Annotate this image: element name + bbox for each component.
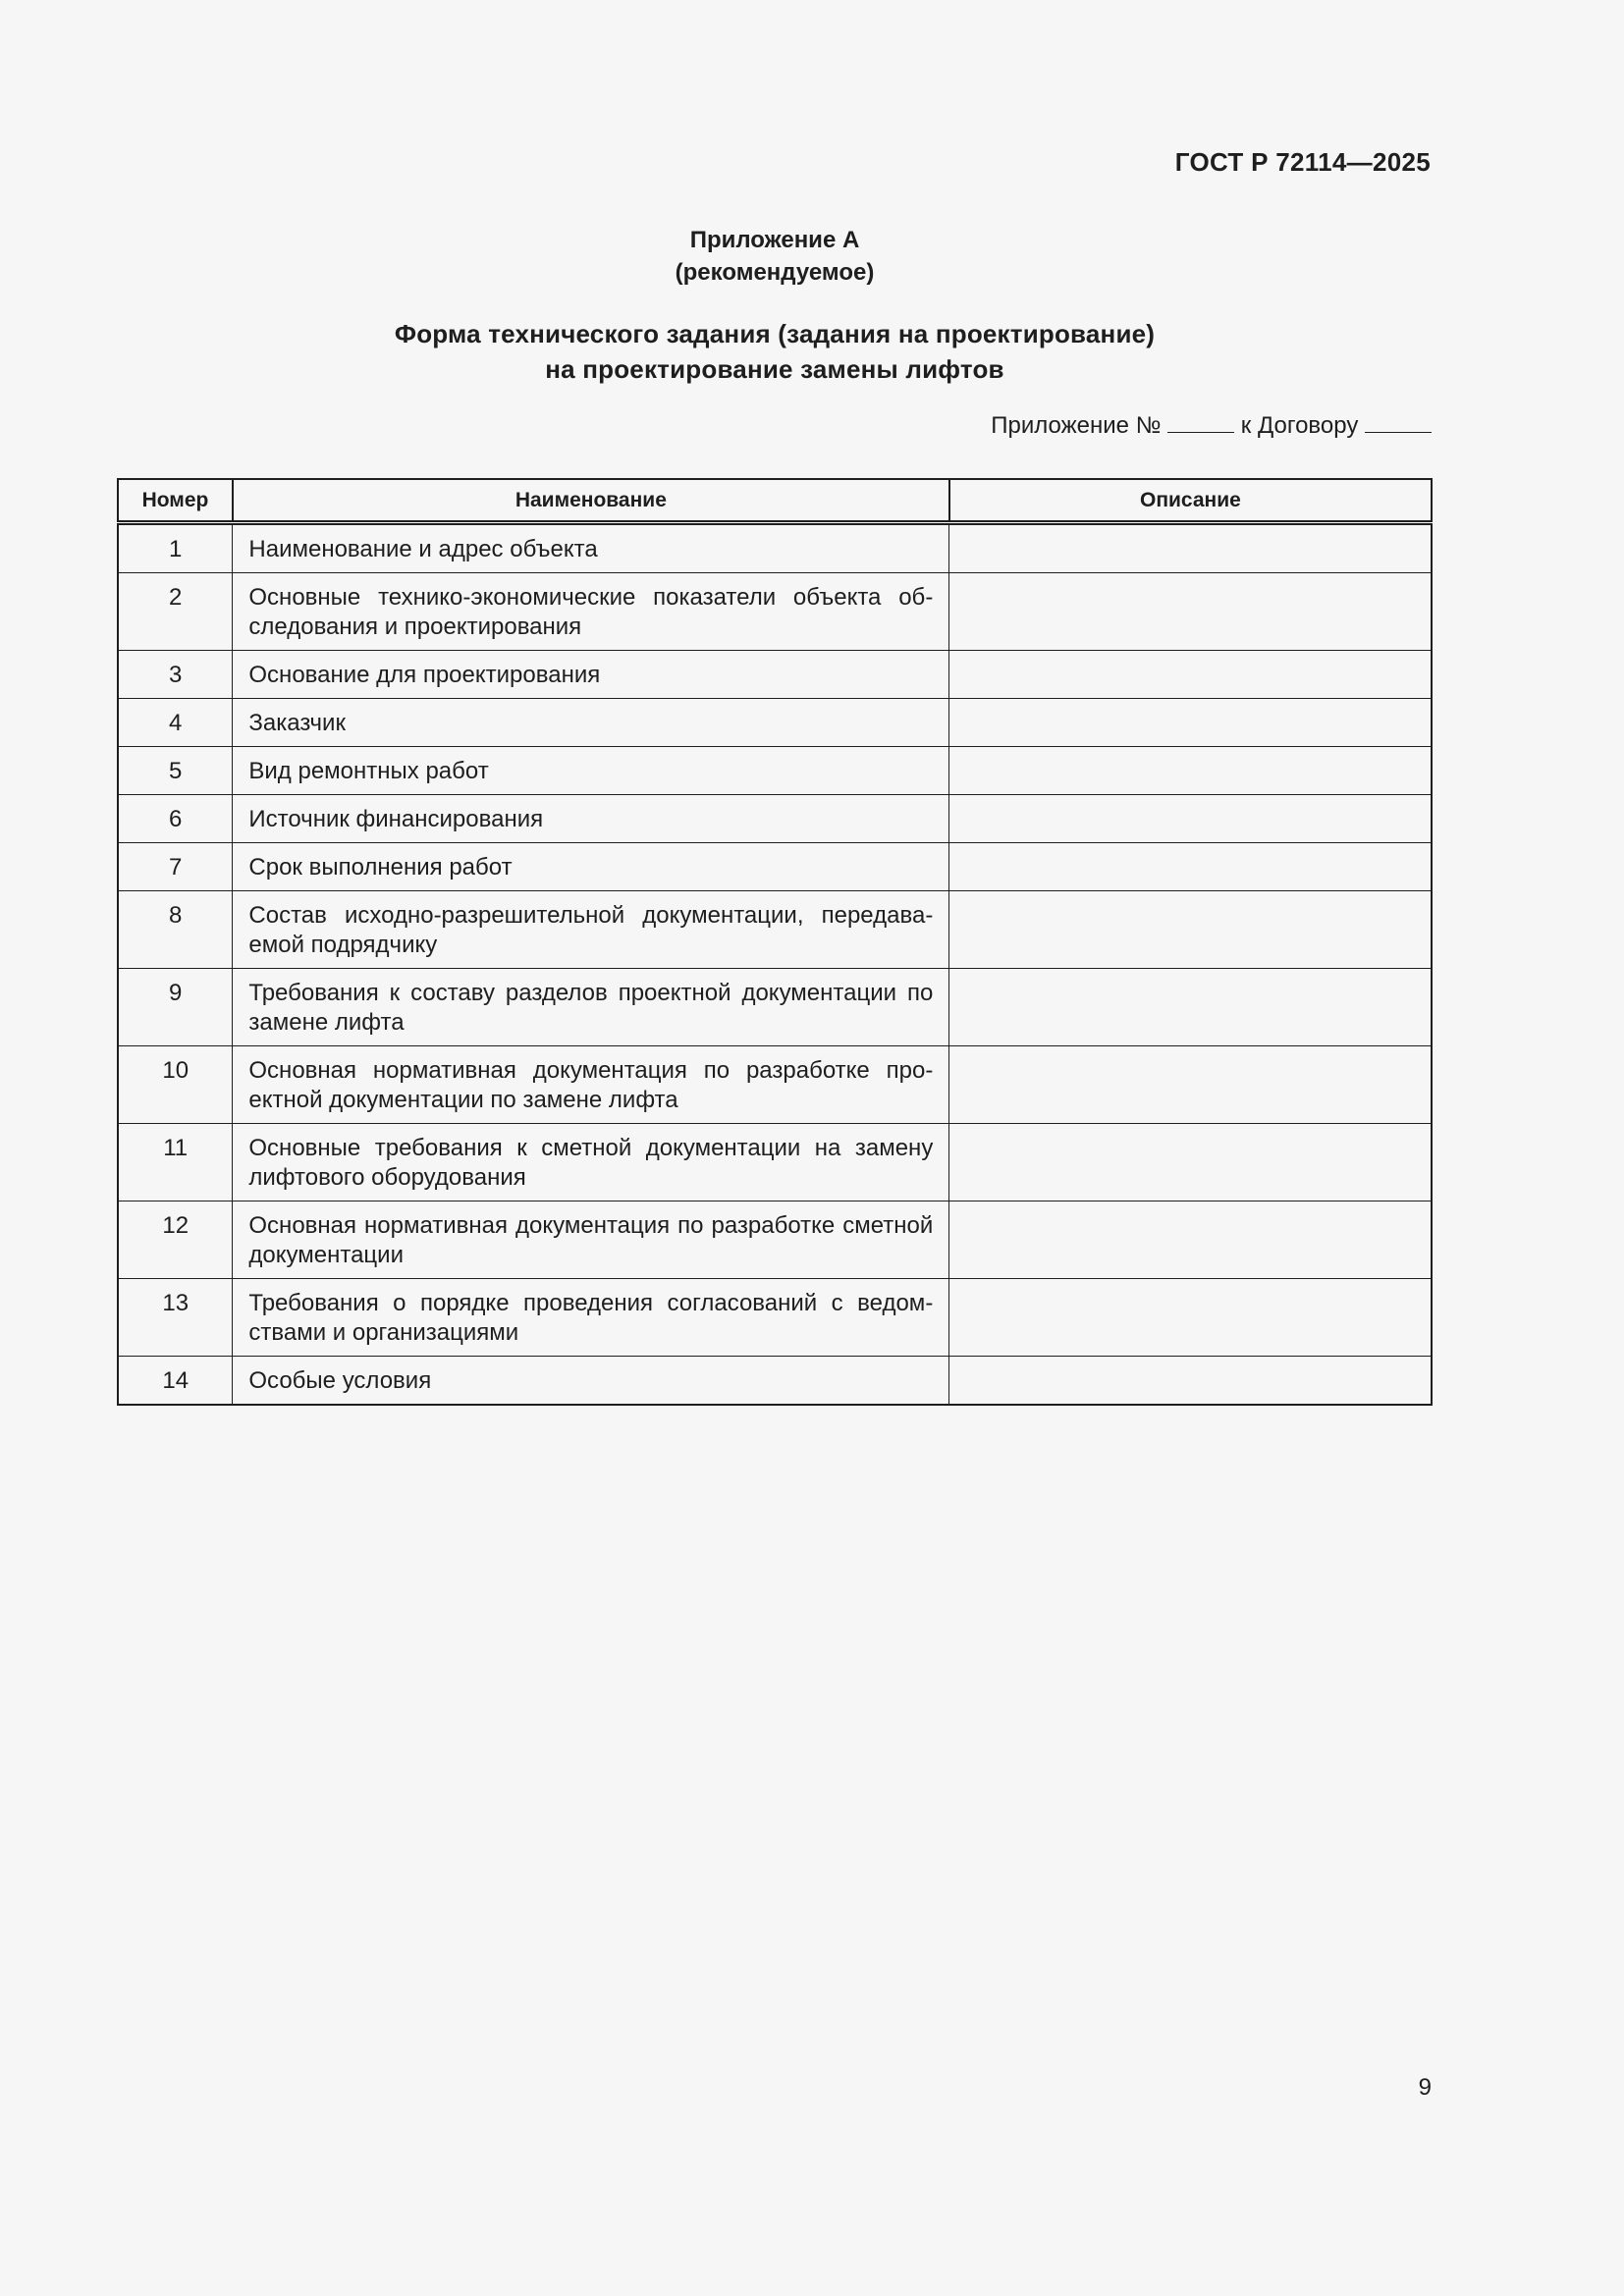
attachment-number-blank [1167, 412, 1234, 433]
row-number: 2 [118, 573, 233, 651]
attachment-prefix: Приложение № [991, 412, 1162, 439]
row-description [949, 651, 1432, 699]
table-row [118, 1201, 1432, 1279]
row-number: 5 [118, 747, 233, 795]
attachment-contract-label: к Договору [1240, 412, 1359, 439]
row-description [949, 1357, 1432, 1406]
row-number: 8 [118, 891, 233, 969]
form-title [0, 316, 1549, 387]
row-number: 1 [118, 523, 233, 573]
column-header-name: Наименование [233, 479, 949, 523]
table-row [118, 573, 1432, 651]
row-name: Вид ремонтных работ [233, 747, 949, 795]
row-description [949, 795, 1432, 843]
attachment-reference [991, 412, 1432, 440]
table-row [118, 969, 1432, 1046]
row-number: 14 [118, 1357, 233, 1406]
row-name: Заказчик [233, 699, 949, 747]
row-description [949, 573, 1432, 651]
row-description [949, 1124, 1432, 1201]
table-row [118, 651, 1432, 699]
row-name: Основание для проектирования [233, 651, 949, 699]
row-number: 10 [118, 1046, 233, 1124]
table-row [118, 1357, 1432, 1406]
row-number: 3 [118, 651, 233, 699]
document-code: ГОСТ Р 72114—2025 [1174, 147, 1431, 177]
row-name: Основная нормативная документация по разработке сметной документации [233, 1201, 949, 1279]
row-description [949, 1046, 1432, 1124]
row-name: Основная нормативная документация по разработке проектной документации по замене лифта [233, 1046, 949, 1124]
row-description [949, 1279, 1432, 1357]
row-name: Требования к составу разделов проектной документации по замене лифта [233, 969, 949, 1046]
row-description [949, 1201, 1432, 1279]
row-description [949, 747, 1432, 795]
row-name: Основные требования к сметной документации на замену лифтового оборудования [233, 1124, 949, 1201]
row-name: Срок выполнения работ [233, 843, 949, 891]
form-title-line-2: на проектирование замены лифтов [545, 354, 1004, 384]
column-header-description: Описание [949, 479, 1432, 523]
row-description [949, 969, 1432, 1046]
row-number: 13 [118, 1279, 233, 1357]
row-name: Состав исходно-разрешительной документации, передаваемой подрядчику [233, 891, 949, 969]
row-number: 11 [118, 1124, 233, 1201]
row-description [949, 843, 1432, 891]
row-name: Основные технико-экономические показатели объекта обследования и проектирования [233, 573, 949, 651]
table-row [118, 1124, 1432, 1201]
row-name: Источник финансирования [233, 795, 949, 843]
row-description [949, 699, 1432, 747]
form-title-line-1: Форма технического задания (задания на проектирование) [394, 319, 1156, 348]
row-name: Особые условия [233, 1357, 949, 1406]
row-number: 9 [118, 969, 233, 1046]
specification-table [117, 478, 1433, 1406]
table-row [118, 1279, 1432, 1357]
appendix-label: Приложение А [689, 227, 860, 253]
table-row [118, 523, 1432, 573]
table-row [118, 699, 1432, 747]
column-header-number: Номер [118, 479, 233, 523]
table-row [118, 795, 1432, 843]
table-header-row [118, 479, 1432, 523]
table-row [118, 843, 1432, 891]
table-row [118, 747, 1432, 795]
contract-number-blank [1365, 412, 1432, 433]
row-name: Наименование и адрес объекта [233, 523, 949, 573]
page-number: 9 [1418, 2074, 1432, 2101]
table-row [118, 1046, 1432, 1124]
table-row [118, 891, 1432, 969]
row-number: 4 [118, 699, 233, 747]
row-name: Требования о порядке проведения согласований с ведомствами и организациями [233, 1279, 949, 1357]
row-number: 6 [118, 795, 233, 843]
row-number: 7 [118, 843, 233, 891]
appendix-heading [0, 224, 1549, 289]
row-description [949, 891, 1432, 969]
row-number: 12 [118, 1201, 233, 1279]
appendix-status: (рекомендуемое) [675, 259, 875, 286]
row-description [949, 523, 1432, 573]
